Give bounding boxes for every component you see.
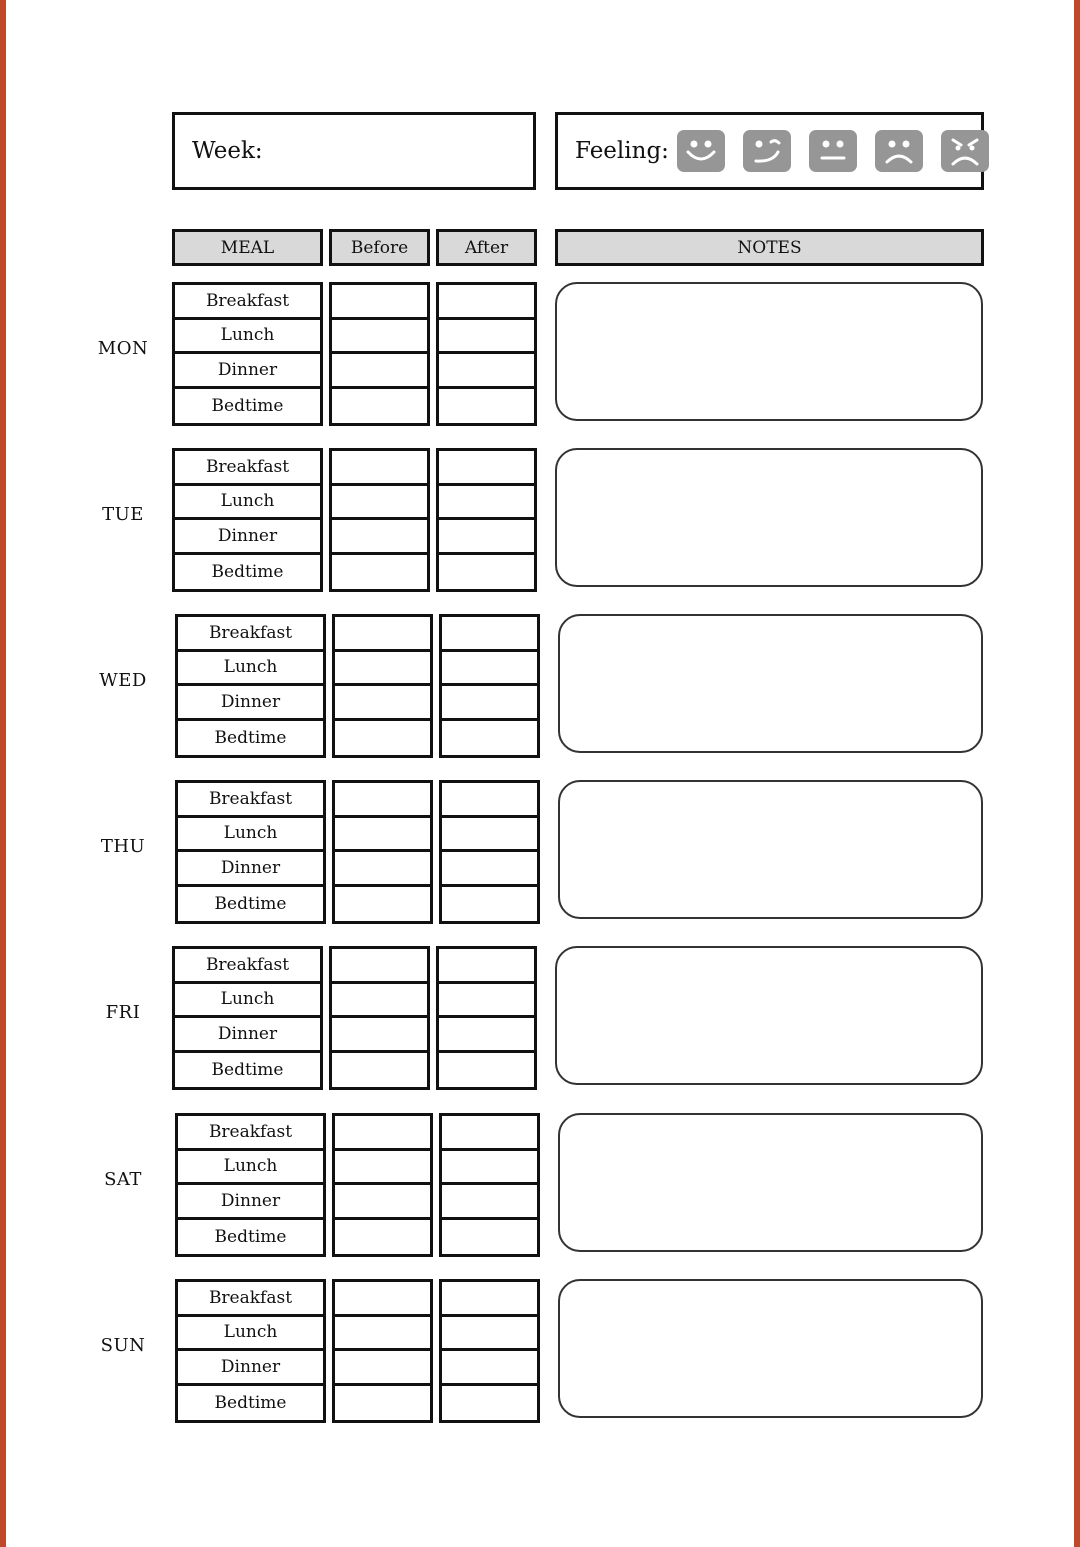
mon-breakfast-after-cell[interactable]: [439, 285, 534, 320]
sat-bedtime-after-cell[interactable]: [442, 1220, 537, 1255]
sun-breakfast-before-cell[interactable]: [335, 1282, 430, 1317]
sat-meal-column: [175, 1113, 326, 1257]
wed-bedtime-after-cell[interactable]: [442, 721, 537, 756]
column-header-after: After: [436, 229, 537, 266]
thu-before-column: [332, 780, 433, 924]
fri-after-column: [436, 946, 537, 1090]
tue-breakfast-after-cell[interactable]: [439, 451, 534, 486]
meal-label-dinner: Dinner: [178, 852, 323, 887]
sat-lunch-before-cell[interactable]: [335, 1151, 430, 1186]
meal-label-breakfast: Breakfast: [175, 451, 320, 486]
meal-label-lunch: Lunch: [175, 320, 320, 355]
sun-dinner-after-cell[interactable]: [442, 1351, 537, 1386]
feeling-options: [677, 130, 989, 172]
tue-breakfast-before-cell[interactable]: [332, 451, 427, 486]
tue-notes-box[interactable]: [555, 448, 983, 587]
feeling-selector: [555, 112, 984, 190]
wed-lunch-after-cell[interactable]: [442, 652, 537, 687]
fri-breakfast-before-cell[interactable]: [332, 949, 427, 984]
thu-lunch-after-cell[interactable]: [442, 818, 537, 853]
meal-label-dinner: Dinner: [175, 520, 320, 555]
sat-dinner-after-cell[interactable]: [442, 1185, 537, 1220]
meal-label-breakfast: Breakfast: [178, 783, 323, 818]
fri-dinner-before-cell[interactable]: [332, 1018, 427, 1053]
mon-dinner-after-cell[interactable]: [439, 354, 534, 389]
sat-breakfast-before-cell[interactable]: [335, 1116, 430, 1151]
meal-label-breakfast: Breakfast: [178, 1282, 323, 1317]
day-label-wed: WED: [99, 670, 147, 691]
meal-label-bedtime: Bedtime: [214, 727, 287, 748]
wed-lunch-before-cell[interactable]: [335, 652, 430, 687]
sun-notes-box[interactable]: [558, 1279, 983, 1418]
sun-breakfast-after-cell[interactable]: [442, 1282, 537, 1317]
mon-after-column: [436, 282, 537, 426]
tue-dinner-before-cell[interactable]: [332, 520, 427, 555]
mon-bedtime-before-cell[interactable]: [332, 389, 427, 424]
day-label-mon: MON: [97, 338, 149, 359]
tue-after-column: [436, 448, 537, 592]
thu-dinner-before-cell[interactable]: [335, 852, 430, 887]
very-sad-face-icon[interactable]: [941, 130, 989, 172]
mon-bedtime-after-cell[interactable]: [439, 389, 534, 424]
fri-bedtime-after-cell[interactable]: [439, 1053, 534, 1088]
meal-label-breakfast: Breakfast: [178, 1116, 323, 1151]
meal-label-bedtime: Bedtime: [214, 1392, 287, 1413]
sun-lunch-after-cell[interactable]: [442, 1317, 537, 1352]
mon-breakfast-before-cell[interactable]: [332, 285, 427, 320]
fri-lunch-after-cell[interactable]: [439, 984, 534, 1019]
tue-lunch-after-cell[interactable]: [439, 486, 534, 521]
meal-label-dinner: Dinner: [175, 1018, 320, 1053]
column-header-notes: NOTES: [555, 229, 984, 266]
day-label-sun: SUN: [100, 1335, 146, 1356]
wed-before-column: [332, 614, 433, 758]
tue-before-column: [329, 448, 430, 592]
neutral-face-icon[interactable]: [809, 130, 857, 172]
wed-after-column: [439, 614, 540, 758]
day-label-tue: TUE: [102, 504, 144, 525]
sun-bedtime-after-cell[interactable]: [442, 1386, 537, 1421]
wed-dinner-before-cell[interactable]: [335, 686, 430, 721]
sun-after-column: [439, 1279, 540, 1423]
sat-bedtime-before-cell[interactable]: [335, 1220, 430, 1255]
sun-bedtime-before-cell[interactable]: [335, 1386, 430, 1421]
fri-notes-box[interactable]: [555, 946, 983, 1085]
fri-lunch-before-cell[interactable]: [332, 984, 427, 1019]
tue-bedtime-before-cell[interactable]: [332, 555, 427, 590]
sat-breakfast-after-cell[interactable]: [442, 1116, 537, 1151]
meal-label-dinner: Dinner: [178, 1185, 323, 1220]
feeling-label: Feeling:: [575, 138, 669, 164]
sad-face-icon[interactable]: [875, 130, 923, 172]
tue-lunch-before-cell[interactable]: [332, 486, 427, 521]
wed-breakfast-before-cell[interactable]: [335, 617, 430, 652]
thu-bedtime-before-cell[interactable]: [335, 887, 430, 922]
wed-meal-column: [175, 614, 326, 758]
wed-notes-box[interactable]: [558, 614, 983, 753]
mon-meal-column: [172, 282, 323, 426]
sun-meal-column: [175, 1279, 326, 1423]
thu-meal-column: [175, 780, 326, 924]
column-header-before: Before: [329, 229, 430, 266]
sun-dinner-before-cell[interactable]: [335, 1351, 430, 1386]
meal-label-breakfast: Breakfast: [175, 285, 320, 320]
fri-breakfast-after-cell[interactable]: [439, 949, 534, 984]
meal-label-breakfast: Breakfast: [175, 949, 320, 984]
meal-label-lunch: Lunch: [178, 652, 323, 687]
thu-lunch-before-cell[interactable]: [335, 818, 430, 853]
meal-label-dinner: Dinner: [175, 354, 320, 389]
column-header-meal: MEAL: [172, 229, 323, 266]
meal-label-bedtime: Bedtime: [214, 893, 287, 914]
meal-label-lunch: Lunch: [178, 1317, 323, 1352]
meal-label-lunch: Lunch: [175, 486, 320, 521]
meal-label-lunch: Lunch: [175, 984, 320, 1019]
wed-breakfast-after-cell[interactable]: [442, 617, 537, 652]
day-label-thu: THU: [100, 836, 146, 857]
fri-before-column: [329, 946, 430, 1090]
sat-before-column: [332, 1113, 433, 1257]
meal-label-bedtime: Bedtime: [211, 1059, 284, 1080]
thu-breakfast-after-cell[interactable]: [442, 783, 537, 818]
thu-bedtime-after-cell[interactable]: [442, 887, 537, 922]
tue-bedtime-after-cell[interactable]: [439, 555, 534, 590]
thu-after-column: [439, 780, 540, 924]
day-label-sat: SAT: [104, 1169, 142, 1190]
meal-label-bedtime: Bedtime: [211, 395, 284, 416]
mon-notes-box[interactable]: [555, 282, 983, 421]
sun-lunch-before-cell[interactable]: [335, 1317, 430, 1352]
fri-dinner-after-cell[interactable]: [439, 1018, 534, 1053]
tue-meal-column: [172, 448, 323, 592]
meal-label-dinner: Dinner: [178, 1351, 323, 1386]
sat-after-column: [439, 1113, 540, 1257]
thu-breakfast-before-cell[interactable]: [335, 783, 430, 818]
sat-dinner-before-cell[interactable]: [335, 1185, 430, 1220]
happy-face-icon[interactable]: [743, 130, 791, 172]
wed-dinner-after-cell[interactable]: [442, 686, 537, 721]
mon-lunch-before-cell[interactable]: [332, 320, 427, 355]
mon-dinner-before-cell[interactable]: [332, 354, 427, 389]
meal-label-lunch: Lunch: [178, 818, 323, 853]
fri-bedtime-before-cell[interactable]: [332, 1053, 427, 1088]
meal-label-bedtime: Bedtime: [214, 1226, 287, 1247]
mon-lunch-after-cell[interactable]: [439, 320, 534, 355]
sun-before-column: [332, 1279, 433, 1423]
week-label: Week:: [192, 138, 263, 164]
sat-lunch-after-cell[interactable]: [442, 1151, 537, 1186]
fri-meal-column: [172, 946, 323, 1090]
week-field[interactable]: [172, 112, 536, 190]
wed-bedtime-before-cell[interactable]: [335, 721, 430, 756]
meal-label-dinner: Dinner: [178, 686, 323, 721]
thu-dinner-after-cell[interactable]: [442, 852, 537, 887]
tue-dinner-after-cell[interactable]: [439, 520, 534, 555]
very-happy-face-icon[interactable]: [677, 130, 725, 172]
thu-notes-box[interactable]: [558, 780, 983, 919]
day-label-fri: FRI: [105, 1002, 141, 1023]
mon-before-column: [329, 282, 430, 426]
page-left-border: [0, 0, 6, 1547]
meal-label-bedtime: Bedtime: [211, 561, 284, 582]
meal-label-lunch: Lunch: [178, 1151, 323, 1186]
sat-notes-box[interactable]: [558, 1113, 983, 1252]
meal-label-breakfast: Breakfast: [178, 617, 323, 652]
page-right-border: [1074, 0, 1080, 1547]
